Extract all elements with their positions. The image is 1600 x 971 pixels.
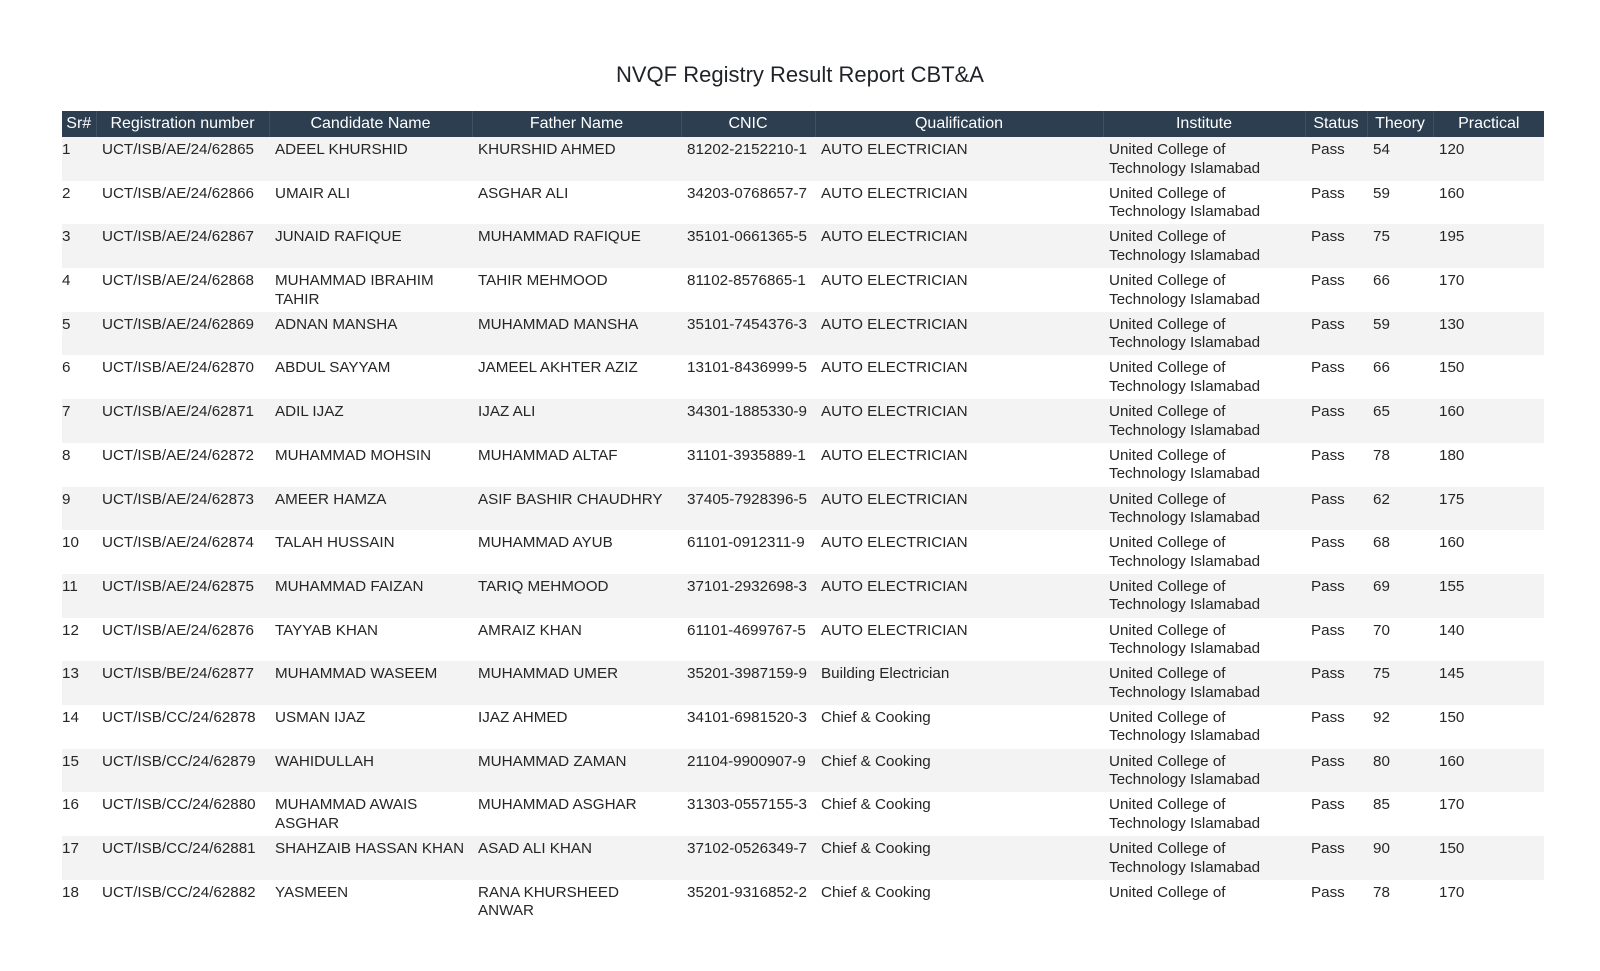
cell-candidate-name: WAHIDULLAH	[275, 752, 375, 770]
cell-father-name: MUHAMMAD ASGHAR	[478, 796, 637, 814]
cell-registration-number: UCT/ISB/AE/24/62868	[102, 272, 254, 290]
cell-qualification: AUTO ELECTRICIAN	[821, 141, 968, 158]
table-row	[62, 443, 1544, 487]
table-row	[62, 399, 1544, 443]
cell-institute: United College of Technology Islamabad	[1109, 796, 1261, 832]
cell-institute: United College of Technology Islamabad	[1109, 840, 1261, 876]
cell-candidate-name: MUHAMMAD WASEEM	[275, 665, 438, 683]
cell-status: Pass	[1311, 752, 1345, 770]
cell-registration-number: UCT/ISB/CC/24/62878	[102, 708, 256, 726]
cell-registration-number: UCT/ISB/AE/24/62869	[102, 315, 254, 333]
cell-qualification: AUTO ELECTRICIAN	[821, 446, 968, 464]
cell-father-name: MUHAMMAD ALTAF	[478, 446, 618, 464]
cell-father-name: JAMEEL AKHTER AZIZ	[478, 359, 638, 377]
cell-cnic: 61101-0912311-9	[687, 534, 805, 552]
table-row	[62, 792, 1544, 836]
cell-qualification: AUTO ELECTRICIAN	[821, 272, 968, 290]
cell-practical: 150	[1439, 708, 1465, 726]
cell-status: Pass	[1311, 708, 1345, 726]
cell-qualification: AUTO ELECTRICIAN	[821, 403, 968, 421]
col-header-father-name: Father Name	[472, 111, 681, 137]
cell-status: Pass	[1311, 534, 1345, 552]
cell-qualification: AUTO ELECTRICIAN	[821, 490, 968, 508]
cell-theory: 70	[1373, 621, 1390, 639]
cell-registration-number: UCT/ISB/CC/24/62881	[102, 840, 256, 857]
cell-sr: 18	[62, 883, 79, 901]
col-header-institute: Institute	[1103, 111, 1305, 137]
cell-registration-number: UCT/ISB/AE/24/62865	[102, 141, 254, 158]
cell-status: Pass	[1311, 840, 1345, 857]
cell-father-name: ASAD ALI KHAN	[478, 840, 592, 857]
table-row	[62, 355, 1544, 399]
col-header-cnic: CNIC	[681, 111, 815, 137]
cell-theory: 62	[1373, 490, 1390, 508]
cell-candidate-name: AMEER HAMZA	[275, 490, 387, 508]
cell-theory: 75	[1373, 665, 1390, 683]
table-row	[62, 749, 1544, 793]
cell-father-name: ASIF BASHIR CHAUDHRY	[478, 490, 663, 508]
cell-status: Pass	[1311, 272, 1345, 290]
cell-theory: 80	[1373, 752, 1390, 770]
cell-father-name: TARIQ MEHMOOD	[478, 577, 609, 595]
cell-theory: 75	[1373, 228, 1390, 246]
cell-cnic: 34301-1885330-9	[687, 403, 807, 421]
cell-cnic: 81102-8576865-1	[687, 272, 806, 290]
cell-candidate-name: ADIL IJAZ	[275, 403, 344, 421]
cell-practical: 140	[1439, 621, 1465, 639]
cell-candidate-name: TALAH HUSSAIN	[275, 534, 395, 552]
cell-father-name: MUHAMMAD ZAMAN	[478, 752, 627, 770]
cell-cnic: 35101-7454376-3	[687, 315, 807, 333]
cell-sr: 8	[62, 446, 71, 464]
cell-registration-number: UCT/ISB/AE/24/62867	[102, 228, 254, 246]
table-row	[62, 312, 1544, 356]
cell-qualification: AUTO ELECTRICIAN	[821, 577, 968, 595]
cell-sr: 2	[62, 184, 71, 202]
cell-institute: United College of Technology Islamabad	[1109, 752, 1261, 789]
cell-status: Pass	[1311, 184, 1345, 202]
cell-institute: United College of Technology Islamabad	[1109, 315, 1261, 352]
cell-theory: 66	[1373, 272, 1390, 290]
cell-candidate-name: UMAIR ALI	[275, 184, 351, 202]
cell-sr: 10	[62, 534, 79, 552]
col-header-status: Status	[1305, 111, 1367, 137]
cell-registration-number: UCT/ISB/AE/24/62870	[102, 359, 254, 377]
cell-cnic: 13101-8436999-5	[687, 359, 807, 377]
table-row	[62, 836, 1544, 880]
cell-sr: 16	[62, 796, 79, 814]
cell-candidate-name: ADEEL KHURSHID	[275, 141, 408, 158]
cell-theory: 59	[1373, 184, 1390, 202]
cell-status: Pass	[1311, 490, 1345, 508]
cell-cnic: 37101-2932698-3	[687, 577, 807, 595]
cell-registration-number: UCT/ISB/AE/24/62875	[102, 577, 254, 595]
cell-candidate-name: JUNAID RAFIQUE	[275, 228, 402, 246]
cell-candidate-name: MUHAMMAD IBRAHIM TAHIR	[275, 272, 434, 308]
cell-father-name: AMRAIZ KHAN	[478, 621, 582, 639]
cell-candidate-name: YASMEEN	[275, 883, 349, 901]
cell-registration-number: UCT/ISB/AE/24/62873	[102, 490, 254, 508]
cell-father-name: MUHAMMAD UMER	[478, 665, 619, 683]
col-header-candidate-name: Candidate Name	[269, 111, 472, 137]
cell-cnic: 31303-0557155-3	[687, 796, 807, 814]
cell-institute: United College of Technology Islamabad	[1109, 272, 1261, 308]
table-header-row	[62, 111, 1544, 137]
cell-sr: 15	[62, 752, 79, 770]
cell-qualification: Chief & Cooking	[821, 752, 931, 770]
cell-institute: United College of Technology Islamabad	[1109, 403, 1261, 439]
cell-candidate-name: ADNAN MANSHA	[275, 315, 398, 333]
cell-status: Pass	[1311, 577, 1345, 595]
cell-theory: 69	[1373, 577, 1390, 595]
cell-registration-number: UCT/ISB/AE/24/62876	[102, 621, 254, 639]
cell-cnic: 34203-0768657-7	[687, 184, 807, 202]
cell-registration-number: UCT/ISB/CC/24/62882	[102, 883, 256, 901]
cell-father-name: MUHAMMAD MANSHA	[478, 315, 639, 333]
cell-registration-number: UCT/ISB/AE/24/62871	[102, 403, 254, 421]
cell-institute: United College of Technology Islamabad	[1109, 446, 1261, 483]
cell-cnic: 35201-3987159-9	[687, 665, 807, 683]
table-row	[62, 487, 1544, 531]
table-row	[62, 137, 1544, 181]
col-header-registration-number: Registration number	[96, 111, 269, 137]
cell-institute: United College of Technology Islamabad	[1109, 621, 1261, 658]
cell-status: Pass	[1311, 315, 1345, 333]
cell-father-name: ASGHAR ALI	[478, 184, 569, 202]
cell-qualification: Chief & Cooking	[821, 708, 931, 726]
cell-practical: 180	[1439, 446, 1465, 464]
cell-practical: 155	[1439, 577, 1465, 595]
cell-registration-number: UCT/ISB/CC/24/62880	[102, 796, 256, 814]
cell-institute: United College of Technology Islamabad	[1109, 534, 1261, 570]
col-header-qualification: Qualification	[815, 111, 1103, 137]
table-row	[62, 705, 1544, 749]
cell-father-name: RANA KHURSHEED ANWAR	[478, 883, 619, 920]
cell-institute: United College of Technology Islamabad	[1109, 184, 1261, 221]
table-row	[62, 181, 1544, 225]
cell-qualification: AUTO ELECTRICIAN	[821, 315, 968, 333]
cell-qualification: Chief & Cooking	[821, 796, 931, 814]
cell-cnic: 35201-9316852-2	[687, 883, 807, 901]
cell-father-name: TAHIR MEHMOOD	[478, 272, 608, 290]
cell-institute: United College of Technology Islamabad	[1109, 708, 1261, 745]
table-row	[62, 661, 1544, 705]
cell-practical: 145	[1439, 665, 1465, 683]
cell-practical: 150	[1439, 840, 1465, 857]
cell-qualification: AUTO ELECTRICIAN	[821, 534, 968, 552]
cell-qualification: AUTO ELECTRICIAN	[821, 184, 968, 202]
cell-father-name: IJAZ AHMED	[478, 708, 568, 726]
cell-practical: 195	[1439, 228, 1465, 246]
cell-status: Pass	[1311, 403, 1345, 421]
cell-registration-number: UCT/ISB/BE/24/62877	[102, 665, 254, 683]
cell-practical: 150	[1439, 359, 1465, 377]
cell-qualification: Building Electrician	[821, 665, 950, 683]
cell-theory: 78	[1373, 883, 1390, 901]
cell-sr: 4	[62, 272, 71, 290]
cell-qualification: Chief & Cooking	[821, 840, 931, 857]
cell-cnic: 31101-3935889-1	[687, 446, 806, 464]
cell-candidate-name: SHAHZAIB HASSAN KHAN	[275, 840, 465, 857]
cell-practical: 160	[1439, 534, 1465, 552]
cell-theory: 92	[1373, 708, 1390, 726]
cell-sr: 14	[62, 708, 79, 726]
cell-cnic: 37102-0526349-7	[687, 840, 807, 857]
cell-sr: 17	[62, 840, 79, 857]
cell-status: Pass	[1311, 141, 1345, 158]
table-row	[62, 268, 1544, 312]
cell-institute: United College of	[1109, 883, 1226, 901]
cell-father-name: MUHAMMAD RAFIQUE	[478, 228, 641, 246]
cell-practical: 160	[1439, 184, 1465, 202]
result-table	[62, 111, 1544, 923]
cell-practical: 160	[1439, 752, 1465, 770]
cell-registration-number: UCT/ISB/AE/24/62872	[102, 446, 254, 464]
cell-candidate-name: MUHAMMAD AWAIS ASGHAR	[275, 796, 418, 832]
cell-institute: United College of Technology Islamabad	[1109, 141, 1261, 177]
cell-sr: 9	[62, 490, 71, 508]
col-header-practical: Practical	[1433, 111, 1544, 137]
table-row	[62, 224, 1544, 268]
cell-father-name: IJAZ ALI	[478, 403, 536, 421]
cell-theory: 68	[1373, 534, 1390, 552]
cell-institute: United College of Technology Islamabad	[1109, 577, 1261, 614]
cell-status: Pass	[1311, 883, 1345, 901]
cell-status: Pass	[1311, 665, 1345, 683]
cell-institute: United College of Technology Islamabad	[1109, 665, 1261, 701]
page-title: NVQF Registry Result Report CBT&A	[616, 62, 984, 87]
cell-cnic: 37405-7928396-5	[687, 490, 807, 508]
cell-cnic: 34101-6981520-3	[687, 708, 807, 726]
cell-candidate-name: USMAN IJAZ	[275, 708, 366, 726]
cell-qualification: AUTO ELECTRICIAN	[821, 228, 968, 246]
cell-practical: 160	[1439, 403, 1465, 421]
cell-practical: 170	[1439, 883, 1465, 901]
cell-theory: 90	[1373, 840, 1390, 857]
cell-cnic: 21104-9900907-9	[687, 752, 806, 770]
cell-practical: 120	[1439, 141, 1465, 158]
cell-father-name: MUHAMMAD AYUB	[478, 534, 613, 552]
cell-cnic: 81202-2152210-1	[687, 141, 807, 158]
cell-sr: 6	[62, 359, 71, 377]
cell-sr: 1	[62, 141, 71, 158]
table-row	[62, 530, 1544, 574]
table-row	[62, 618, 1544, 662]
cell-qualification: AUTO ELECTRICIAN	[821, 359, 968, 377]
cell-sr: 3	[62, 228, 71, 246]
cell-candidate-name: TAYYAB KHAN	[275, 621, 378, 639]
cell-sr: 5	[62, 315, 71, 333]
cell-candidate-name: ABDUL SAYYAM	[275, 359, 391, 377]
cell-status: Pass	[1311, 446, 1345, 464]
cell-registration-number: UCT/ISB/AE/24/62874	[102, 534, 254, 552]
cell-theory: 54	[1373, 141, 1390, 158]
cell-registration-number: UCT/ISB/CC/24/62879	[102, 752, 256, 770]
cell-candidate-name: MUHAMMAD FAIZAN	[275, 577, 424, 595]
cell-practical: 175	[1439, 490, 1465, 508]
cell-theory: 66	[1373, 359, 1390, 377]
cell-status: Pass	[1311, 228, 1345, 246]
cell-father-name: KHURSHID AHMED	[478, 141, 616, 158]
col-header-sr: Sr#	[62, 111, 96, 137]
cell-theory: 85	[1373, 796, 1390, 814]
cell-sr: 7	[62, 403, 71, 421]
cell-cnic: 61101-4699767-5	[687, 621, 806, 639]
cell-status: Pass	[1311, 359, 1345, 377]
cell-theory: 59	[1373, 315, 1390, 333]
cell-institute: United College of Technology Islamabad	[1109, 228, 1261, 264]
cell-practical: 170	[1439, 272, 1465, 290]
table-row	[62, 880, 1544, 924]
cell-sr: 13	[62, 665, 79, 683]
cell-practical: 130	[1439, 315, 1465, 333]
cell-practical: 170	[1439, 796, 1465, 814]
cell-institute: United College of Technology Islamabad	[1109, 490, 1261, 526]
table-row	[62, 574, 1544, 618]
cell-status: Pass	[1311, 621, 1345, 639]
cell-sr: 11	[62, 577, 78, 595]
cell-sr: 12	[62, 621, 79, 639]
cell-qualification: Chief & Cooking	[821, 883, 931, 901]
cell-theory: 65	[1373, 403, 1390, 421]
cell-theory: 78	[1373, 446, 1390, 464]
cell-institute: United College of Technology Islamabad	[1109, 359, 1261, 395]
col-header-theory: Theory	[1367, 111, 1433, 137]
cell-candidate-name: MUHAMMAD MOHSIN	[275, 446, 432, 464]
cell-registration-number: UCT/ISB/AE/24/62866	[102, 184, 254, 202]
cell-status: Pass	[1311, 796, 1345, 814]
cell-cnic: 35101-0661365-5	[687, 228, 807, 246]
cell-qualification: AUTO ELECTRICIAN	[821, 621, 968, 639]
